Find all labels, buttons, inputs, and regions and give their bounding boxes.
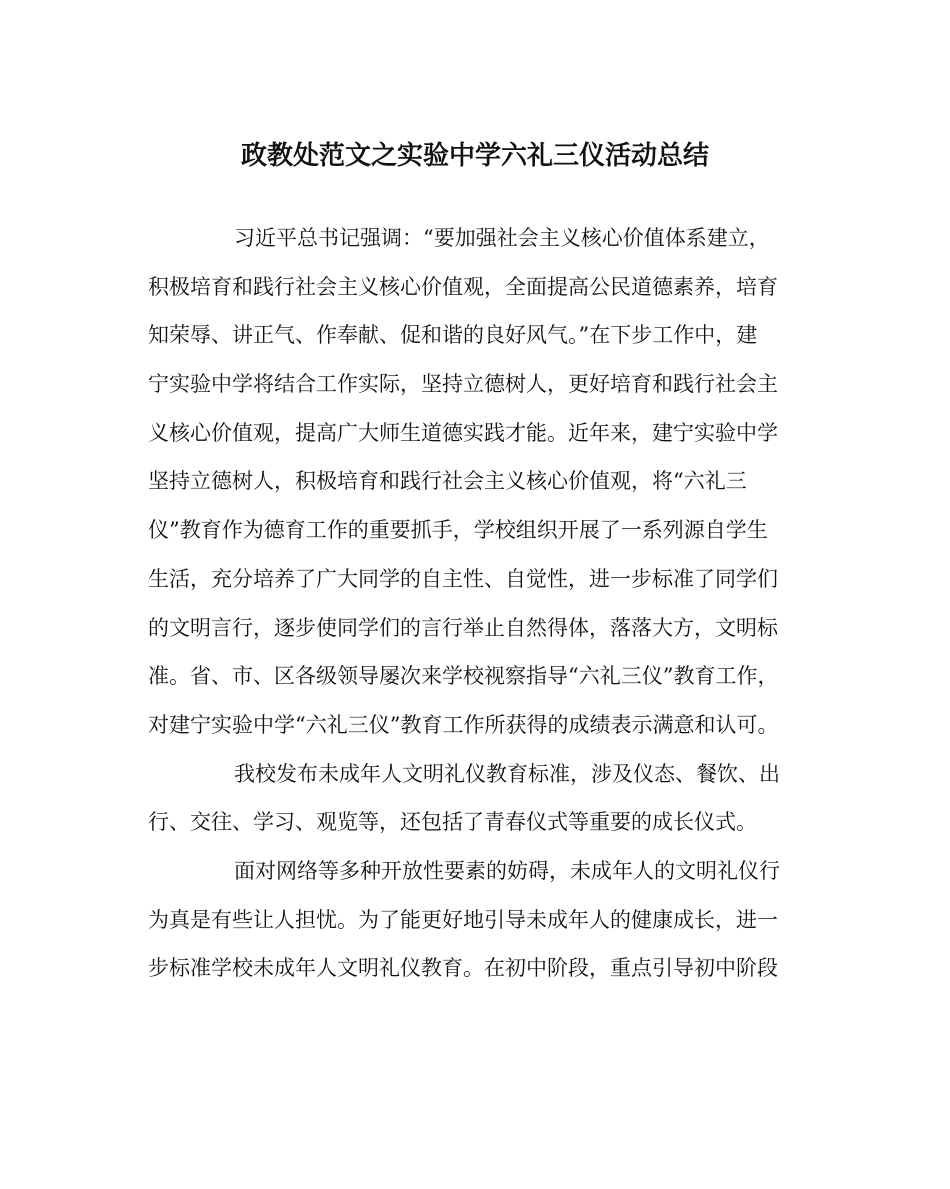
text-line: 积极培育和践行社会主义核心价值观，全面提高公民道德素养，培育	[148, 274, 778, 299]
text-line: 习近平总书记强调：“要加强社会主义核心价值体系建立，	[234, 226, 770, 250]
text-line: 知荣辱、讲正气、作奉献、促和谐的良好风气。”在下步工作中，建	[148, 323, 758, 348]
text-line: 我校发布未成年人文明礼仪教育标准，涉及仪态、餐饮、出	[234, 761, 780, 786]
text-line: 步标准学校未成年人文明礼仪教育。在初中阶段，重点引导初中阶段	[148, 956, 778, 981]
text-line: 为真是有些让人担忧。为了能更好地引导未成年人的健康成长，进一	[148, 907, 778, 932]
text-line: 义核心价值观，提高广大师生道德实践才能。近年来，建宁实验中学	[148, 420, 778, 445]
text-line: 的文明言行，逐步使同学们的言行举止自然得体，落落大方，文明标	[148, 615, 778, 640]
text-line: 生活，充分培养了广大同学的自主性、自觉性，进一步标准了同学们	[148, 566, 778, 591]
text-line: 仪”教育作为德育工作的重要抓手，学校组织开展了一系列源自学生	[148, 518, 768, 543]
text-line: 宁实验中学将结合工作实际，坚持立德树人，更好培育和践行社会主	[148, 372, 778, 397]
text-line: 坚持立德树人，积极培育和践行社会主义核心价值观，将“六礼三	[148, 469, 747, 494]
text-line: 行、交往、学习、观览等，还包括了青春仪式等重要的成长仪式。	[148, 810, 757, 835]
document-title: 政教处范文之实验中学六礼三仪活动总结	[240, 141, 709, 171]
text-line: 面对网络等多种开放性要素的妨碍，未成年人的文明礼仪行	[234, 858, 780, 883]
document-body	[148, 214, 808, 993]
text-line: 准。省、市、区各级领导屡次来学校视察指导“六礼三仪”教育工作，	[148, 664, 779, 689]
text-line: 对建宁实验中学“六礼三仪”教育工作所获得的成绩表示满意和认可。	[148, 712, 779, 737]
